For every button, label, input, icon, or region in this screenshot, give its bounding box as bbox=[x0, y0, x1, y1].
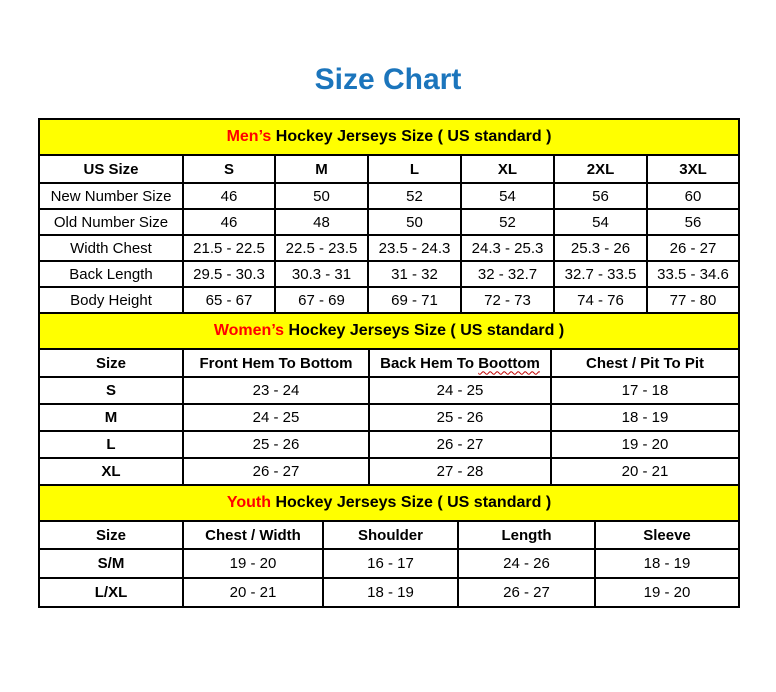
column-header: Shoulder bbox=[323, 521, 458, 549]
size-value: 18 - 19 bbox=[323, 578, 458, 607]
size-value: 25 - 26 bbox=[369, 404, 551, 431]
size-value: 30.3 - 31 bbox=[275, 261, 368, 287]
size-value: 31 - 32 bbox=[368, 261, 461, 287]
size-value: 50 bbox=[368, 209, 461, 235]
size-value: 50 bbox=[275, 183, 368, 209]
size-value: 16 - 17 bbox=[323, 549, 458, 578]
youth-section-title bbox=[39, 485, 739, 521]
table-row bbox=[39, 458, 739, 485]
column-header: Size bbox=[39, 521, 183, 549]
row-label: M bbox=[39, 404, 183, 431]
womens-header-row bbox=[39, 349, 739, 377]
mens-title-text: Hockey Jerseys Size ( US standard ) bbox=[271, 128, 552, 145]
column-header: 3XL bbox=[647, 155, 739, 183]
column-header: Sleeve bbox=[595, 521, 739, 549]
size-value: 48 bbox=[275, 209, 368, 235]
table-row bbox=[39, 209, 739, 235]
row-label: Body Height bbox=[39, 287, 183, 313]
table-row bbox=[39, 183, 739, 209]
womens-title-accent: Women’s bbox=[213, 322, 285, 339]
column-header: Chest / Pit To Pit bbox=[551, 349, 739, 377]
mens-size-table bbox=[38, 118, 740, 314]
size-value: 54 bbox=[554, 209, 647, 235]
size-value: 18 - 19 bbox=[551, 404, 739, 431]
column-header: 2XL bbox=[554, 155, 647, 183]
row-label: Back Length bbox=[39, 261, 183, 287]
size-value: 72 - 73 bbox=[461, 287, 554, 313]
mens-section-banner bbox=[39, 119, 739, 155]
column-header: M bbox=[275, 155, 368, 183]
column-header-text: Back Hem To bbox=[380, 354, 479, 372]
column-header: S bbox=[183, 155, 275, 183]
womens-section-title bbox=[39, 313, 739, 349]
size-tables-container bbox=[38, 118, 738, 608]
size-value: 29.5 - 30.3 bbox=[183, 261, 275, 287]
column-header: Length bbox=[458, 521, 595, 549]
size-value: 20 - 21 bbox=[551, 458, 739, 485]
size-value: 74 - 76 bbox=[554, 287, 647, 313]
mens-section-title bbox=[39, 119, 739, 155]
column-header: Chest / Width bbox=[183, 521, 323, 549]
misspelled-word: Boottom bbox=[478, 354, 540, 372]
column-header bbox=[369, 349, 551, 377]
size-value: 27 - 28 bbox=[369, 458, 551, 485]
size-value: 26 - 27 bbox=[458, 578, 595, 607]
row-label: L/XL bbox=[39, 578, 183, 607]
size-value: 32 - 32.7 bbox=[461, 261, 554, 287]
size-value: 56 bbox=[647, 209, 739, 235]
size-value: 24 - 25 bbox=[369, 377, 551, 404]
size-value: 26 - 27 bbox=[369, 431, 551, 458]
size-value: 33.5 - 34.6 bbox=[647, 261, 739, 287]
size-value: 25 - 26 bbox=[183, 431, 369, 458]
size-value: 52 bbox=[461, 209, 554, 235]
size-value: 60 bbox=[647, 183, 739, 209]
row-label: Width Chest bbox=[39, 235, 183, 261]
size-value: 52 bbox=[368, 183, 461, 209]
womens-size-table bbox=[38, 312, 740, 486]
table-row bbox=[39, 377, 739, 404]
womens-title-text: Hockey Jerseys Size ( US standard ) bbox=[284, 322, 565, 339]
row-label: New Number Size bbox=[39, 183, 183, 209]
size-value: 18 - 19 bbox=[595, 549, 739, 578]
size-value: 67 - 69 bbox=[275, 287, 368, 313]
size-value: 19 - 20 bbox=[595, 578, 739, 607]
size-value: 46 bbox=[183, 183, 275, 209]
size-value: 24.3 - 25.3 bbox=[461, 235, 554, 261]
youth-header-row bbox=[39, 521, 739, 549]
mens-header-row bbox=[39, 155, 739, 183]
column-header: US Size bbox=[39, 155, 183, 183]
row-label: S/M bbox=[39, 549, 183, 578]
column-header: Size bbox=[39, 349, 183, 377]
size-value: 21.5 - 22.5 bbox=[183, 235, 275, 261]
column-header: Front Hem To Bottom bbox=[183, 349, 369, 377]
youth-title-text: Hockey Jerseys Size ( US standard ) bbox=[271, 494, 552, 511]
row-label: L bbox=[39, 431, 183, 458]
size-value: 26 - 27 bbox=[647, 235, 739, 261]
size-value: 46 bbox=[183, 209, 275, 235]
size-value: 23.5 - 24.3 bbox=[368, 235, 461, 261]
size-value: 23 - 24 bbox=[183, 377, 369, 404]
size-value: 20 - 21 bbox=[183, 578, 323, 607]
youth-section-banner bbox=[39, 485, 739, 521]
womens-section-banner bbox=[39, 313, 739, 349]
table-row bbox=[39, 549, 739, 578]
table-row bbox=[39, 578, 739, 607]
size-value: 22.5 - 23.5 bbox=[275, 235, 368, 261]
table-row bbox=[39, 404, 739, 431]
size-value: 19 - 20 bbox=[183, 549, 323, 578]
mens-title-accent: Men’s bbox=[226, 128, 272, 145]
youth-size-table bbox=[38, 484, 740, 608]
youth-title-accent: Youth bbox=[226, 494, 272, 511]
row-label: Old Number Size bbox=[39, 209, 183, 235]
page-title: Size Chart bbox=[314, 63, 462, 96]
table-row bbox=[39, 235, 739, 261]
table-row bbox=[39, 431, 739, 458]
size-value: 65 - 67 bbox=[183, 287, 275, 313]
size-value: 24 - 26 bbox=[458, 549, 595, 578]
table-row bbox=[39, 287, 739, 313]
column-header: L bbox=[368, 155, 461, 183]
size-value: 25.3 - 26 bbox=[554, 235, 647, 261]
size-value: 69 - 71 bbox=[368, 287, 461, 313]
size-value: 77 - 80 bbox=[647, 287, 739, 313]
column-header: XL bbox=[461, 155, 554, 183]
size-value: 26 - 27 bbox=[183, 458, 369, 485]
size-value: 32.7 - 33.5 bbox=[554, 261, 647, 287]
size-value: 19 - 20 bbox=[551, 431, 739, 458]
size-value: 56 bbox=[554, 183, 647, 209]
row-label: S bbox=[39, 377, 183, 404]
size-value: 17 - 18 bbox=[551, 377, 739, 404]
row-label: XL bbox=[39, 458, 183, 485]
table-row bbox=[39, 261, 739, 287]
size-value: 24 - 25 bbox=[183, 404, 369, 431]
size-value: 54 bbox=[461, 183, 554, 209]
